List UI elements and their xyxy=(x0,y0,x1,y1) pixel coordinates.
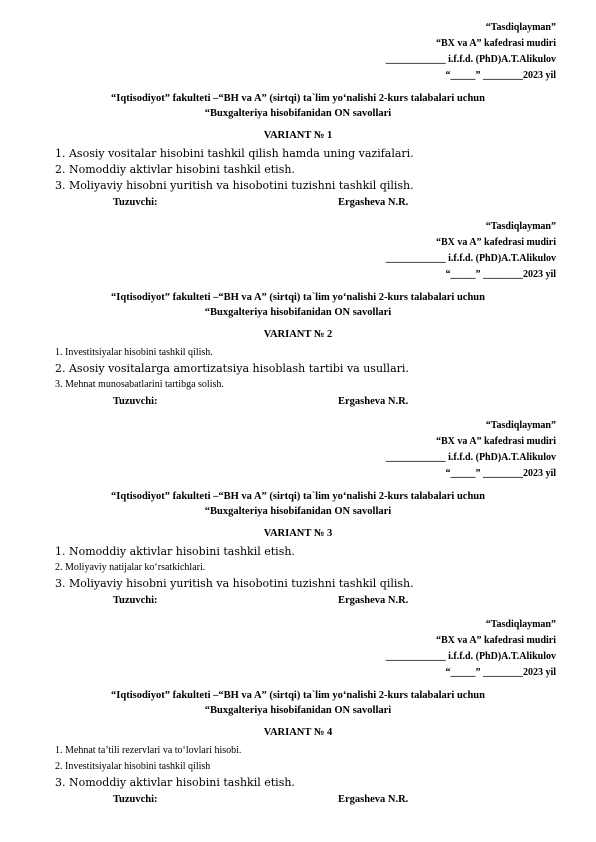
variant-label: VARIANT № 4 xyxy=(263,727,333,738)
variant-block-4 xyxy=(0,617,596,817)
approval-line: “_____” ________2023 yil xyxy=(445,667,556,678)
approval-line: “BX va A” kafedrasi mudiri xyxy=(435,436,556,447)
question-list xyxy=(55,743,555,791)
approval-line: “BX va A” kafedrasi mudiri xyxy=(435,635,556,646)
question-list xyxy=(55,146,555,194)
heading-line-1: “Iqtisodiyot” fakulteti –“BH va A” (sirtqi) ta`lim yo‘nalishi 2-kurs talabalari uchun xyxy=(111,491,485,502)
approval-line: ____________ i.f.f.d. (PhD)A.T.Alikulov xyxy=(385,452,556,463)
heading-line-1: “Iqtisodiyot” fakulteti –“BH va A” (sirtqi) ta`lim yo‘nalishi 2-kurs talabalari uchun xyxy=(111,93,485,104)
variant-block-2 xyxy=(0,219,596,419)
variant-block-1 xyxy=(0,20,596,220)
block-heading xyxy=(0,490,596,519)
author-label: Tuzuvchi: xyxy=(113,595,158,606)
author-name: Ergasheva N.R. xyxy=(338,595,409,606)
question-item: 2. Nomoddiy aktivlar hisobini tashkil etish. xyxy=(55,163,295,176)
author-label: Tuzuvchi: xyxy=(113,197,158,208)
approval-line: ____________ i.f.f.d. (PhD)A.T.Alikulov xyxy=(385,651,556,662)
question-item: 2. Asosiy vositalarga amortizatsiya hisoblash tartibi va usullari. xyxy=(55,362,409,375)
approval-line: “Tasdiqlayman” xyxy=(485,22,556,33)
question-item: 2. Investitsiyalar hisobini tashkil qilish xyxy=(55,761,211,772)
heading-line-2: “Buxgalteriya hisobifanidan ON savollari xyxy=(204,704,392,716)
approval-line: “BX va A” kafedrasi mudiri xyxy=(435,38,556,49)
question-item: 2. Moliyaviy natijalar ko‘rsatkichlari. xyxy=(55,562,206,573)
question-item: 1. Mehnat ta’tili rezervlari va to‘lovlari hisobi. xyxy=(55,745,242,756)
approval-stamp xyxy=(386,617,556,681)
variant-label: VARIANT № 1 xyxy=(263,130,333,141)
block-heading xyxy=(0,689,596,718)
block-heading xyxy=(0,92,596,121)
question-item: 1. Asosiy vositalar hisobini tashkil qilish hamda uning vazifalari. xyxy=(55,147,414,160)
author-label: Tuzuvchi: xyxy=(113,396,158,407)
question-item: 3. Mehnat munosabatlarini tartibga solish. xyxy=(55,379,224,390)
question-list xyxy=(55,544,555,592)
author-name: Ergasheva N.R. xyxy=(338,794,409,805)
heading-line-1: “Iqtisodiyot” fakulteti –“BH va A” (sirtqi) ta`lim yo‘nalishi 2-kurs talabalari uchun xyxy=(111,292,485,303)
approval-line: “Tasdiqlayman” xyxy=(485,221,556,232)
heading-line-2: “Buxgalteriya hisobifanidan ON savollari xyxy=(204,107,392,119)
question-item: 3. Moliyaviy hisobni yuritish va hisobotini tuzishni tashkil qilish. xyxy=(55,577,414,590)
question-list xyxy=(55,345,555,393)
heading-line-2: “Buxgalteriya hisobifanidan ON savollari xyxy=(204,505,392,517)
approval-stamp xyxy=(386,219,556,283)
heading-line-2: “Buxgalteriya hisobifanidan ON savollari xyxy=(204,306,392,318)
approval-line: “_____” ________2023 yil xyxy=(445,269,556,280)
variant-label: VARIANT № 3 xyxy=(263,528,333,539)
author-name: Ergasheva N.R. xyxy=(338,396,409,407)
variant-label: VARIANT № 2 xyxy=(263,329,333,340)
heading-line-1: “Iqtisodiyot” fakulteti –“BH va A” (sirtqi) ta`lim yo‘nalishi 2-kurs talabalari uchun xyxy=(111,690,485,701)
approval-stamp xyxy=(386,418,556,482)
approval-line: “Tasdiqlayman” xyxy=(485,420,556,431)
question-item: 1. Nomoddiy aktivlar hisobini tashkil etish. xyxy=(55,545,295,558)
variant-block-3 xyxy=(0,418,596,618)
approval-line: “Tasdiqlayman” xyxy=(485,619,556,630)
block-heading xyxy=(0,291,596,320)
approval-stamp xyxy=(386,20,556,84)
question-item: 1. Investitsiyalar hisobini tashkil qilish. xyxy=(55,347,213,358)
approval-line: “_____” ________2023 yil xyxy=(445,70,556,81)
approval-line: “_____” ________2023 yil xyxy=(445,468,556,479)
author-label: Tuzuvchi: xyxy=(113,794,158,805)
question-item: 3. Moliyaviy hisobni yuritish va hisobotini tuzishni tashkil qilish. xyxy=(55,179,414,192)
author-name: Ergasheva N.R. xyxy=(338,197,409,208)
approval-line: ____________ i.f.f.d. (PhD)A.T.Alikulov xyxy=(385,253,556,264)
question-item: 3. Nomoddiy aktivlar hisobini tashkil etish. xyxy=(55,776,295,789)
approval-line: “BX va A” kafedrasi mudiri xyxy=(435,237,556,248)
approval-line: ____________ i.f.f.d. (PhD)A.T.Alikulov xyxy=(385,54,556,65)
